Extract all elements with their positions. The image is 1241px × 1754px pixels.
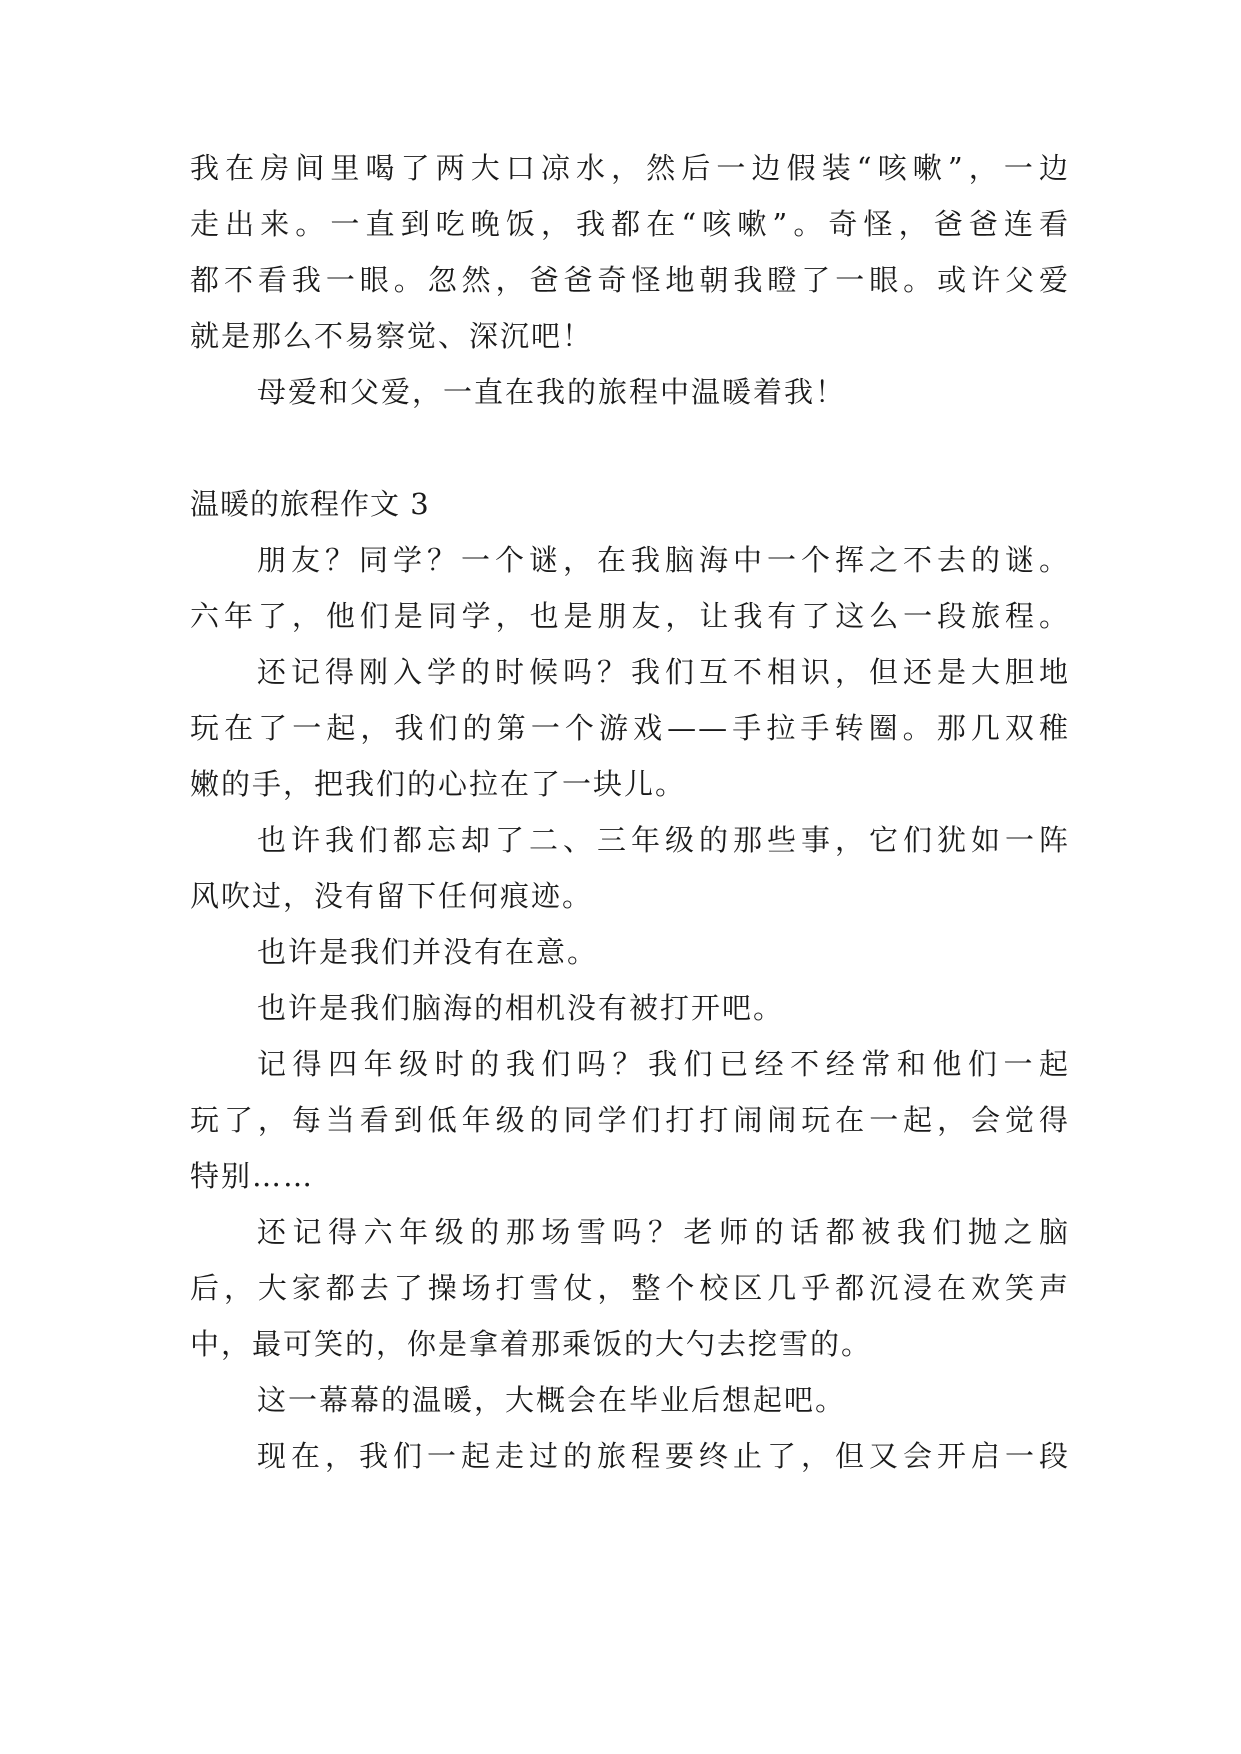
paragraph-line: 还记得六年级的那场雪吗？老师的话都被我们抛之脑 xyxy=(257,1215,1070,1249)
section-heading: 温暖的旅程作文 3 xyxy=(190,487,430,521)
paragraph-line: 风吹过，没有留下任何痕迹。 xyxy=(190,879,594,913)
paragraph-line: 朋友？同学？一个谜，在我脑海中一个挥之不去的谜。 xyxy=(257,543,1070,577)
paragraph-line: 也许我们都忘却了二、三年级的那些事，它们犹如一阵 xyxy=(257,823,1070,857)
paragraph-line: 我在房间里喝了两大口凉水，然后一边假装“咳嗽”，一边 xyxy=(190,151,1070,185)
paragraph-line: 记得四年级时的我们吗？我们已经不经常和他们一起 xyxy=(257,1047,1070,1081)
paragraph-line: 都不看我一眼。忽然，爸爸奇怪地朝我瞪了一眼。或许父爱 xyxy=(190,263,1070,297)
paragraph-line: 后，大家都去了操场打雪仗，整个校区几乎都沉浸在欢笑声 xyxy=(190,1271,1070,1305)
paragraph-line: 玩在了一起，我们的第一个游戏——手拉手转圈。那几双稚 xyxy=(190,711,1070,745)
paragraph-line: 这一幕幕的温暖，大概会在毕业后想起吧。 xyxy=(257,1383,847,1417)
paragraph-line: 中，最可笑的，你是拿着那乘饭的大勺去挖雪的。 xyxy=(190,1327,873,1361)
paragraph-line: 六年了，他们是同学，也是朋友，让我有了这么一段旅程。 xyxy=(190,599,1070,633)
paragraph-line: 就是那么不易察觉、深沉吧！ xyxy=(190,319,594,353)
paragraph-line: 还记得刚入学的时候吗？我们互不相识，但还是大胆地 xyxy=(257,655,1070,689)
paragraph-line: 也许是我们并没有在意。 xyxy=(257,935,599,969)
paragraph-line: 特别…… xyxy=(190,1159,315,1193)
paragraph-line: 走出来。一直到吃晚饭，我都在“咳嗽”。奇怪，爸爸连看 xyxy=(190,207,1070,241)
paragraph-line: 玩了，每当看到低年级的同学们打打闹闹玩在一起，会觉得 xyxy=(190,1103,1070,1137)
paragraph-line: 母爱和父爱，一直在我的旅程中温暖着我！ xyxy=(257,375,847,409)
paragraph-line: 也许是我们脑海的相机没有被打开吧。 xyxy=(257,991,785,1025)
paragraph-line: 嫩的手，把我们的心拉在了一块儿。 xyxy=(190,767,687,801)
paragraph-line: 现在，我们一起走过的旅程要终止了，但又会开启一段 xyxy=(257,1439,1070,1473)
